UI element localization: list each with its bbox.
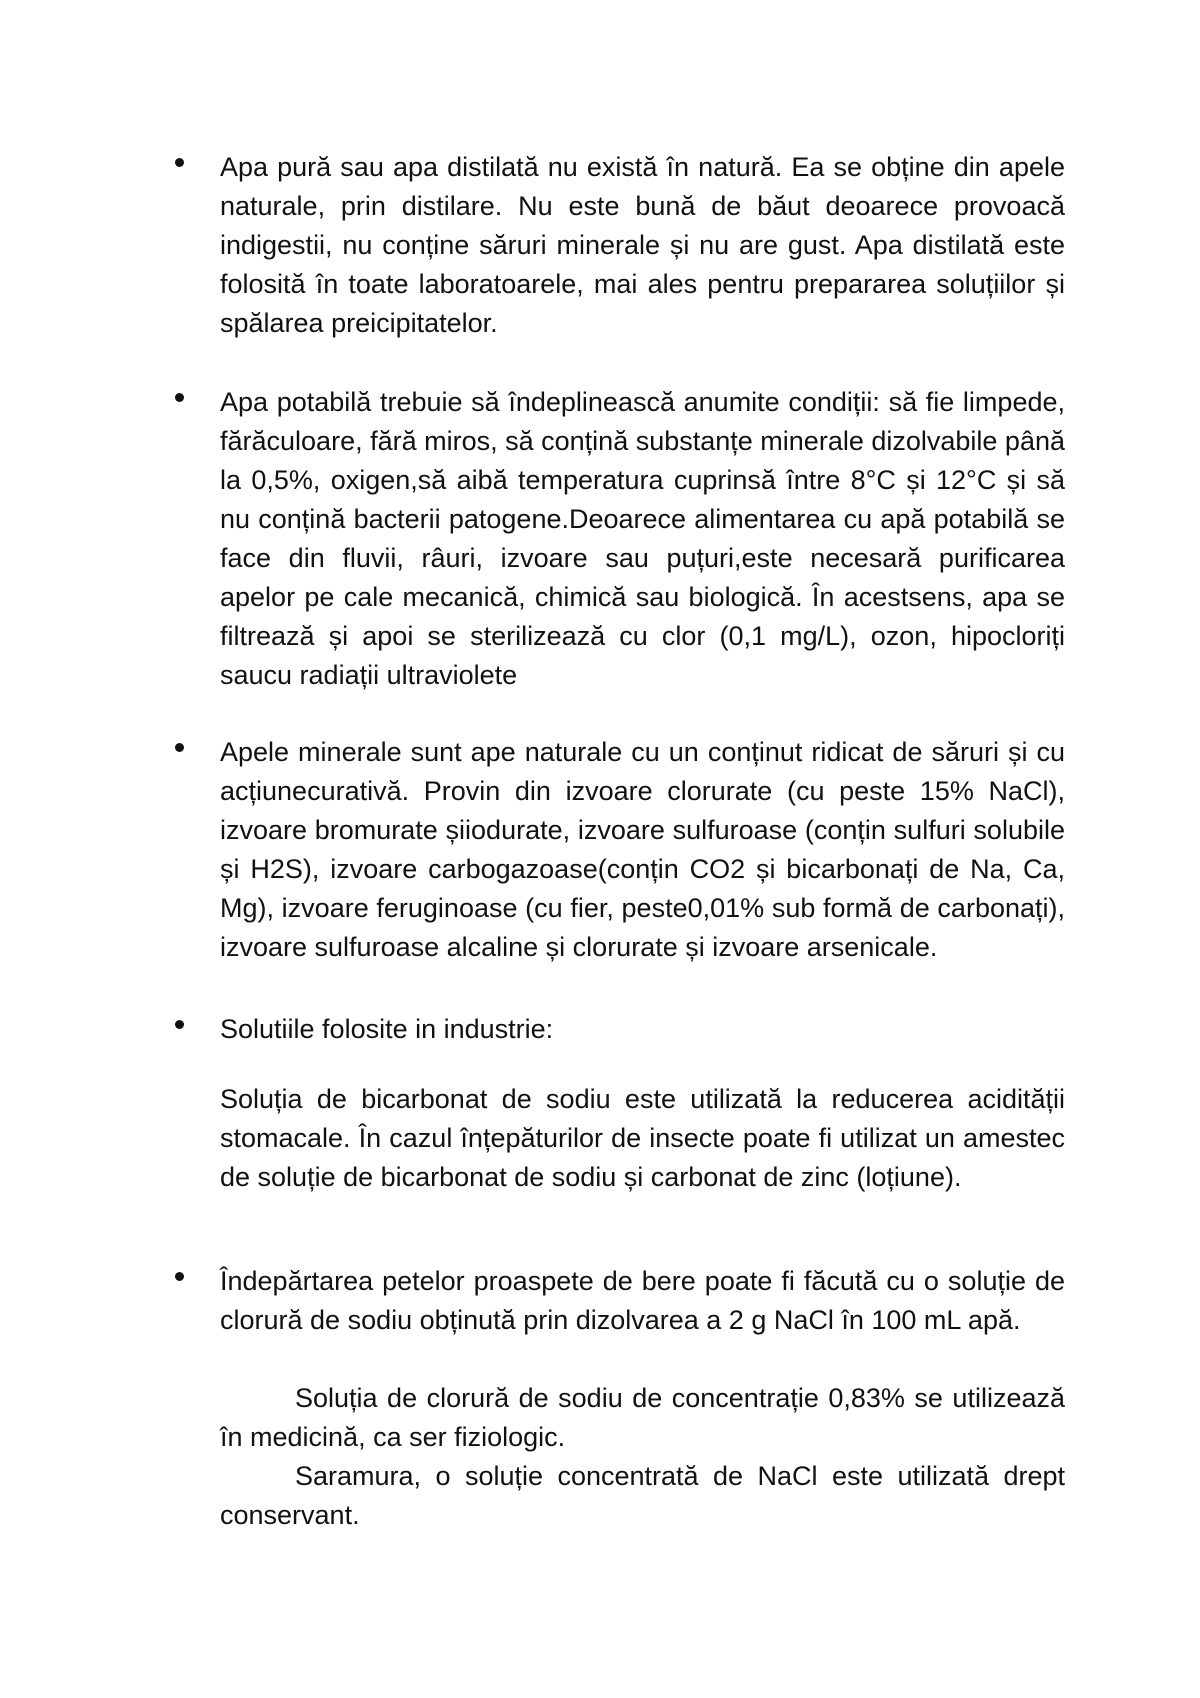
- bullet-icon: [175, 1272, 184, 1281]
- bullet-icon: [175, 158, 184, 167]
- bullet-text: Apa potabilă trebuie să îndeplinească anumite condiții: să fie limpede, fărăculoare, fără miros, să conțină substanțe minerale dizolvabile până la 0,5%, oxigen,să aibă temperatura cuprinsă între 8°C și 12°C și să nu conțină bacterii patogene.Deoarece alimentarea cu apă potabilă se face din fluvii, râuri, izvoare sau puțuri,este necesară purificarea apelor pe cale mecanică, chimică sau biologică. În acestsens, apa se filtrează și apoi se sterilizează cu clor (0,1 mg/L), ozon, hipocloriți saucu radiații ultraviolete: [220, 387, 1065, 690]
- bullet-icon: [175, 393, 184, 402]
- bullet-text: Apa pură sau apa distilată nu există în natură. Ea se obține din apele naturale, prin distilare. Nu este bună de băut deoarece provoacă indigestii, nu conține săruri minerale și nu are gust. Apa distilată este folosită în toate laboratoarele, mai ales pentru prepararea soluțiilor și spălarea preicipitatelor.: [220, 152, 1065, 338]
- bullet-icon: [175, 743, 184, 752]
- extra-paragraph: Saramura, o soluție concentrată de NaCl este utilizată drept conservant.: [220, 1461, 1065, 1530]
- sub-paragraph: Soluția de bicarbonat de sodiu este utilizată la reducerea acidității stomacale. În cazul înțepăturilor de insecte poate fi utilizat un amestec de soluție de bicarbonat de sodiu și carbonat de zinc (loțiune).: [220, 1084, 1065, 1192]
- extra-paragraph: Soluția de clorură de sodiu de concentrație 0,83% se utilizează în medicină, ca ser fiziologic.: [220, 1383, 1065, 1452]
- bullet-text: Solutiile folosite in industrie:: [220, 1014, 554, 1044]
- bullet-text: Apele minerale sunt ape naturale cu un conținut ridicat de săruri și cu acțiunecurativă. Provin din izvoare clorurate (cu peste 15% NaCl), izvoare bromurate șiiodurate, izvoare sulfuroase (conțin sulfuri solubile și H2S), izvoare carbogazoase(conțin CO2 și bicarbonați de Na, Ca, Mg), izvoare feruginoase (cu fier, peste0,01% sub formă de carbonați), izvoare sulfuroase alcaline și clorurate și izvoare arsenicale.: [220, 737, 1065, 962]
- bullet-text: Îndepărtarea petelor proaspete de bere poate fi făcută cu o soluție de clorură de sodiu obținută prin dizolvarea a 2 g NaCl în 100 mL apă.: [220, 1266, 1065, 1335]
- bullet-icon: [175, 1020, 184, 1029]
